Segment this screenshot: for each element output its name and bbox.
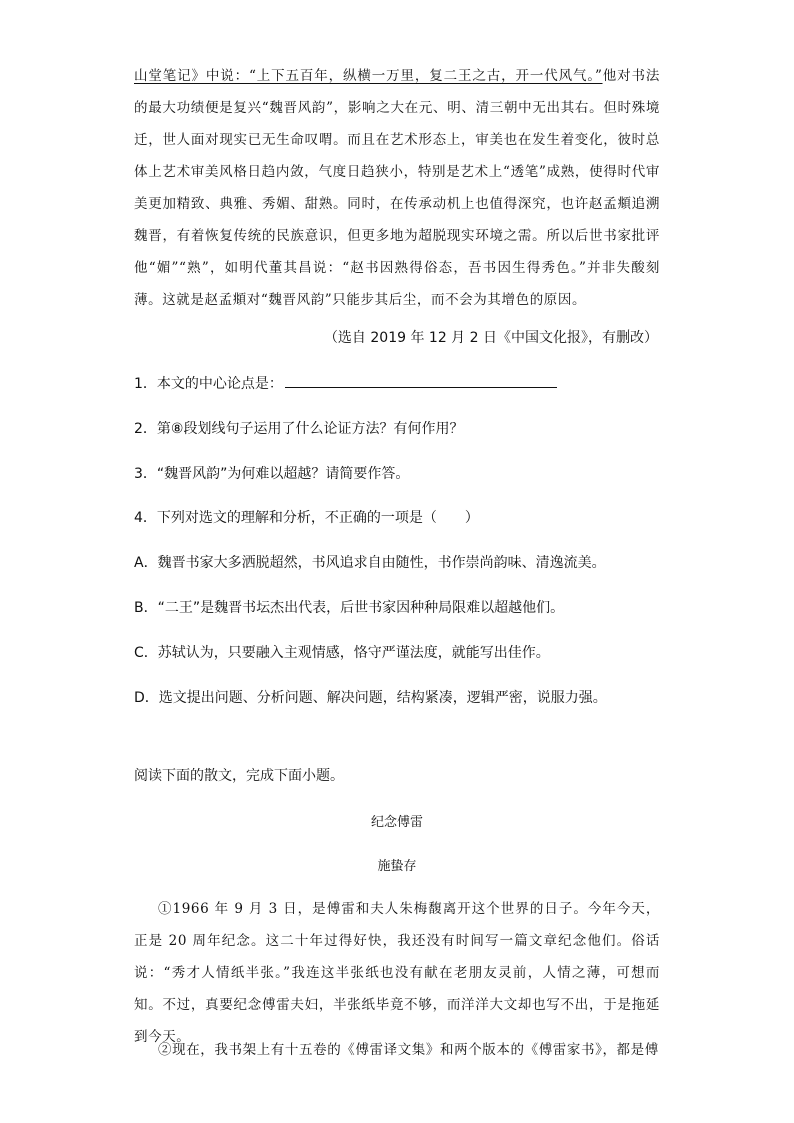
question-1-text: 1．本文的中心论点是： xyxy=(134,376,283,392)
passage-text: 他对书法的最大功绩便是复兴“魏晋风韵”，影响之大在元、明、清三朝中无出其右。但时殊境迁，世人面对现实已无生命叹喟。而且在艺术形态上，审美也在发生着变化，彼时总体上艺术审美风格日趋内敛，气度日趋狭小，特别是艺术上“透笔”成熟，使得时代审美更加精致、典雅、秀媚、甜熟。同时，在传承动机上也值得深究，也许赵孟頫追溯魏晋，有着恢复传统的民族意识，但更多地为超脱现实环境之需。所以后世书家批评他“媚”“熟”，如明代董其昌说：“赵书因熟得俗态，吾书因生得秀色。”并非失酸刻薄。这就是赵孟頫对“魏晋风韵”只能步其后尘，而不会为其增色的原因。 xyxy=(134,68,660,308)
question-4: 4．下列对选文的理解和分析，不正确的一项是（ ） xyxy=(134,510,479,526)
question-2: 2．第⑧段划线句子运用了什么论证方法？有何作用？ xyxy=(134,421,464,437)
passage-paragraph-8 xyxy=(134,60,660,316)
option-a: A．魏晋书家大多洒脱超然，书风追求自由随性，书作崇尚韵味、清逸流美。 xyxy=(134,555,606,571)
option-c: C．苏轼认为，只要融入主观情感，恪守严谨法度，就能写出佳作。 xyxy=(134,645,550,661)
section-intro: 阅读下面的散文，完成下面小题。 xyxy=(134,768,344,784)
question-3: 3．“魏晋风韵”为何难以超越？请简要作答。 xyxy=(134,466,410,482)
essay-paragraph-2: ②现在，我书架上有十五卷的《傅雷译文集》和两个版本的《傅雷家书》，都是傅 xyxy=(158,1042,659,1058)
underlined-quote: 山堂笔记》中说：“上下五百年，纵横一万里，复二王之古，开一代风气。” xyxy=(134,68,603,84)
option-b: B．“二王”是魏晋书坛杰出代表，后世书家因种种局限难以超越他们。 xyxy=(134,600,565,616)
answer-blank[interactable] xyxy=(285,373,557,388)
source-citation: （选自 2019 年 12 月 2 日《中国文化报》，有删改） xyxy=(323,330,658,346)
essay-paragraph-1: ①1966 年 9 月 3 日，是傅雷和夫人朱梅馥离开这个世界的日子。今年今天，正是 20 周年纪念。这二十年过得好快，我还没有时间写一篇文章纪念他们。俗话说：“秀才人情纸半张。”我连这半张纸也没有献在老朋友灵前，人情之薄，可想而知。不过，真要纪念傅雷夫妇，半张纸毕竟不够，而洋洋大文却也写不出，于是拖延到今天。 xyxy=(134,901,660,1045)
question-1 xyxy=(134,372,674,396)
essay-author: 施蛰存 xyxy=(377,859,417,874)
essay-title: 纪念傅雷 xyxy=(370,815,423,830)
option-d: D．选文提出问题、分析问题、解决问题，结构紧凑，逻辑严密，说服力强。 xyxy=(134,690,607,706)
